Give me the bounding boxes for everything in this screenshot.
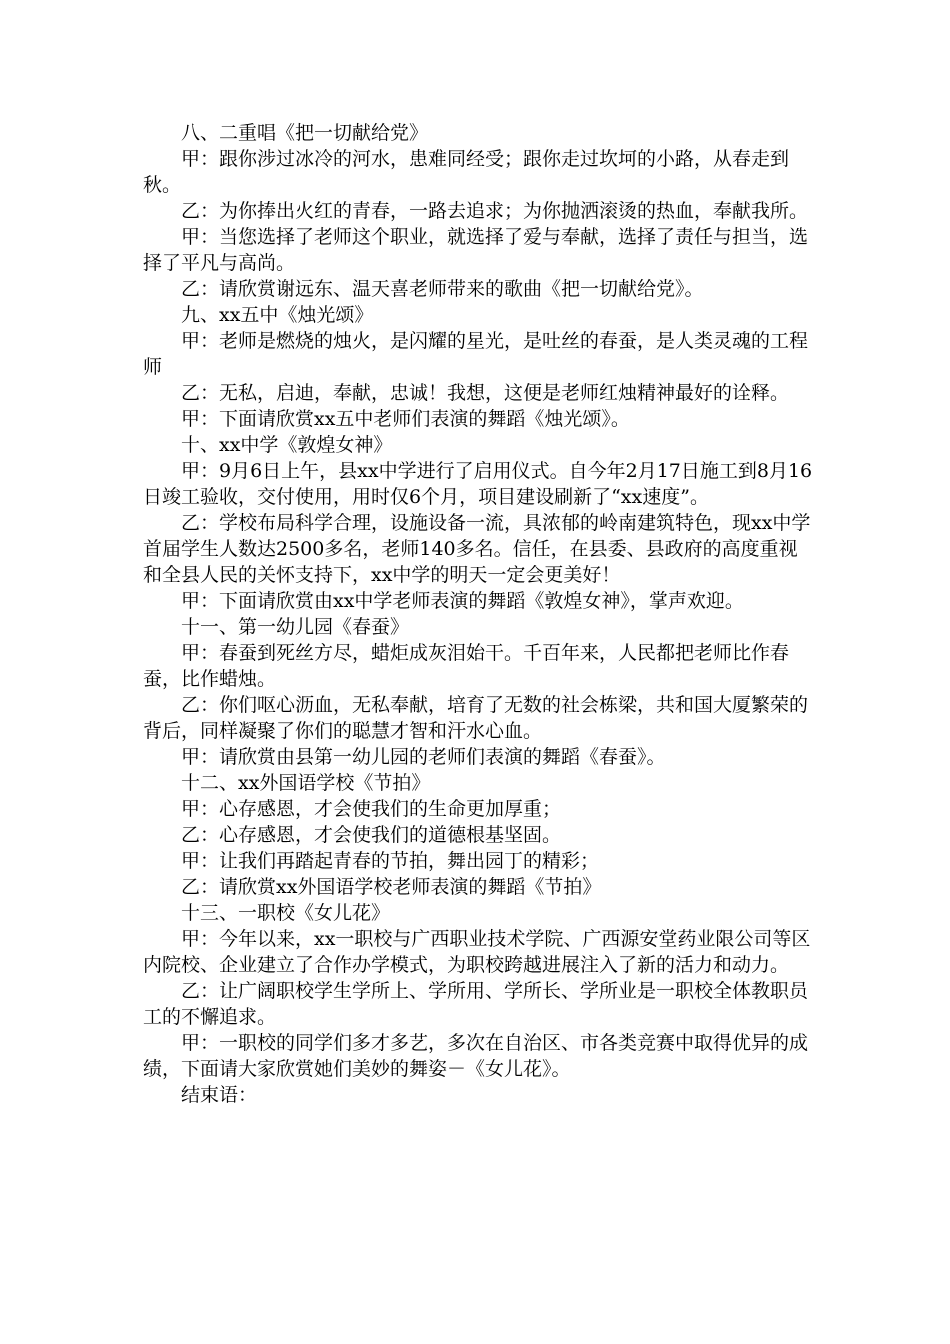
- dialogue-line: 乙：请欣赏xx外国语学校老师表演的舞蹈《节拍》: [181, 876, 602, 898]
- dialogue-line: 乙：无私，启迪，奉献，忠诚！我想，这便是老师红烛精神最好的诠释。: [181, 382, 790, 404]
- dialogue-line: 乙：你们呕心沥血，无私奉献，培育了无数的社会栋梁，共和国大厦繁荣的背后，同样凝聚了你们的聪慧才智和汗水心血。: [143, 694, 809, 742]
- dialogue-line: 甲：当您选择了老师这个职业，就选择了爱与奉献，选择了责任与担当，选择了平凡与高尚。: [143, 226, 809, 274]
- document-body: [143, 120, 813, 1108]
- dialogue-line: 甲：下面请欣赏由xx中学老师表演的舞蹈《敦煌女神》，掌声欢迎。: [181, 590, 744, 612]
- section-heading: 十三、一职校《女儿花》: [181, 902, 391, 924]
- dialogue-line: 甲：老师是燃烧的烛火，是闪耀的星光，是吐丝的春蚕，是人类灵魂的工程师: [143, 330, 809, 378]
- dialogue-line: 甲：跟你涉过冰冷的河水，患难同经受；跟你走过坎坷的小路，从春走到秋。: [143, 148, 790, 196]
- dialogue-line: 甲：9月6日上午，县xx中学进行了启用仪式。自今年2月17日施工到8月16日竣工验收，交付使用，用时仅6个月，项目建设刷新了“xx速度”。: [143, 460, 813, 508]
- section-heading: 十、xx中学《敦煌女神》: [181, 434, 393, 456]
- dialogue-line: 乙：学校布局科学合理，设施设备一流，具浓郁的岭南建筑特色，现xx中学首届学生人数达2500多名，老师140多名。信任，在县委、县政府的高度重视和全县人民的关怀支持下，xx中学的明天一定会更美好！: [143, 512, 811, 586]
- dialogue-line: 乙：请欣赏谢远东、温天喜老师带来的歌曲《把一切献给党》。: [181, 278, 704, 300]
- dialogue-line: 乙：为你捧出火红的青春，一路去追求；为你抛洒滚烫的热血，奉献我所。: [181, 200, 809, 222]
- dialogue-line: 甲：春蚕到死丝方尽，蜡炬成灰泪始干。千百年来，人民都把老师比作春蚕，比作蜡烛。: [143, 642, 790, 690]
- dialogue-line: 甲：心存感恩，才会使我们的生命更加厚重；: [181, 798, 562, 820]
- dialogue-line: 甲：下面请欣赏xx五中老师们表演的舞蹈《烛光颂》。: [181, 408, 630, 430]
- dialogue-line: 甲：一职校的同学们多才多艺，多次在自治区、市各类竞赛中取得优异的成绩，下面请大家欣赏她们美妙的舞姿－《女儿花》。: [143, 1032, 809, 1080]
- section-heading: 九、xx五中《烛光颂》: [181, 304, 374, 326]
- dialogue-line: 甲：让我们再踏起青春的节拍，舞出园丁的精彩；: [181, 850, 600, 872]
- dialogue-line: 乙：让广阔职校学生学所上、学所用、学所长、学所业是一职校全体教职员工的不懈追求。: [143, 980, 809, 1028]
- dialogue-line: 乙：心存感恩，才会使我们的道德根基坚固。: [181, 824, 562, 846]
- section-heading: 十一、第一幼儿园《春蚕》: [181, 616, 410, 638]
- section-heading: 八、二重唱《把一切献给党》: [181, 122, 429, 144]
- section-heading: 十二、xx外国语学校《节拍》: [181, 772, 431, 794]
- dialogue-line: 甲：请欣赏由县第一幼儿园的老师们表演的舞蹈《春蚕》。: [181, 746, 666, 768]
- closing-heading: 结束语：: [181, 1084, 258, 1106]
- dialogue-line: 甲：今年以来，xx一职校与广西职业技术学院、广西源安堂药业限公司等区内院校、企业建立了合作办学模式，为职校跨越进展注入了新的活力和动力。: [143, 928, 811, 976]
